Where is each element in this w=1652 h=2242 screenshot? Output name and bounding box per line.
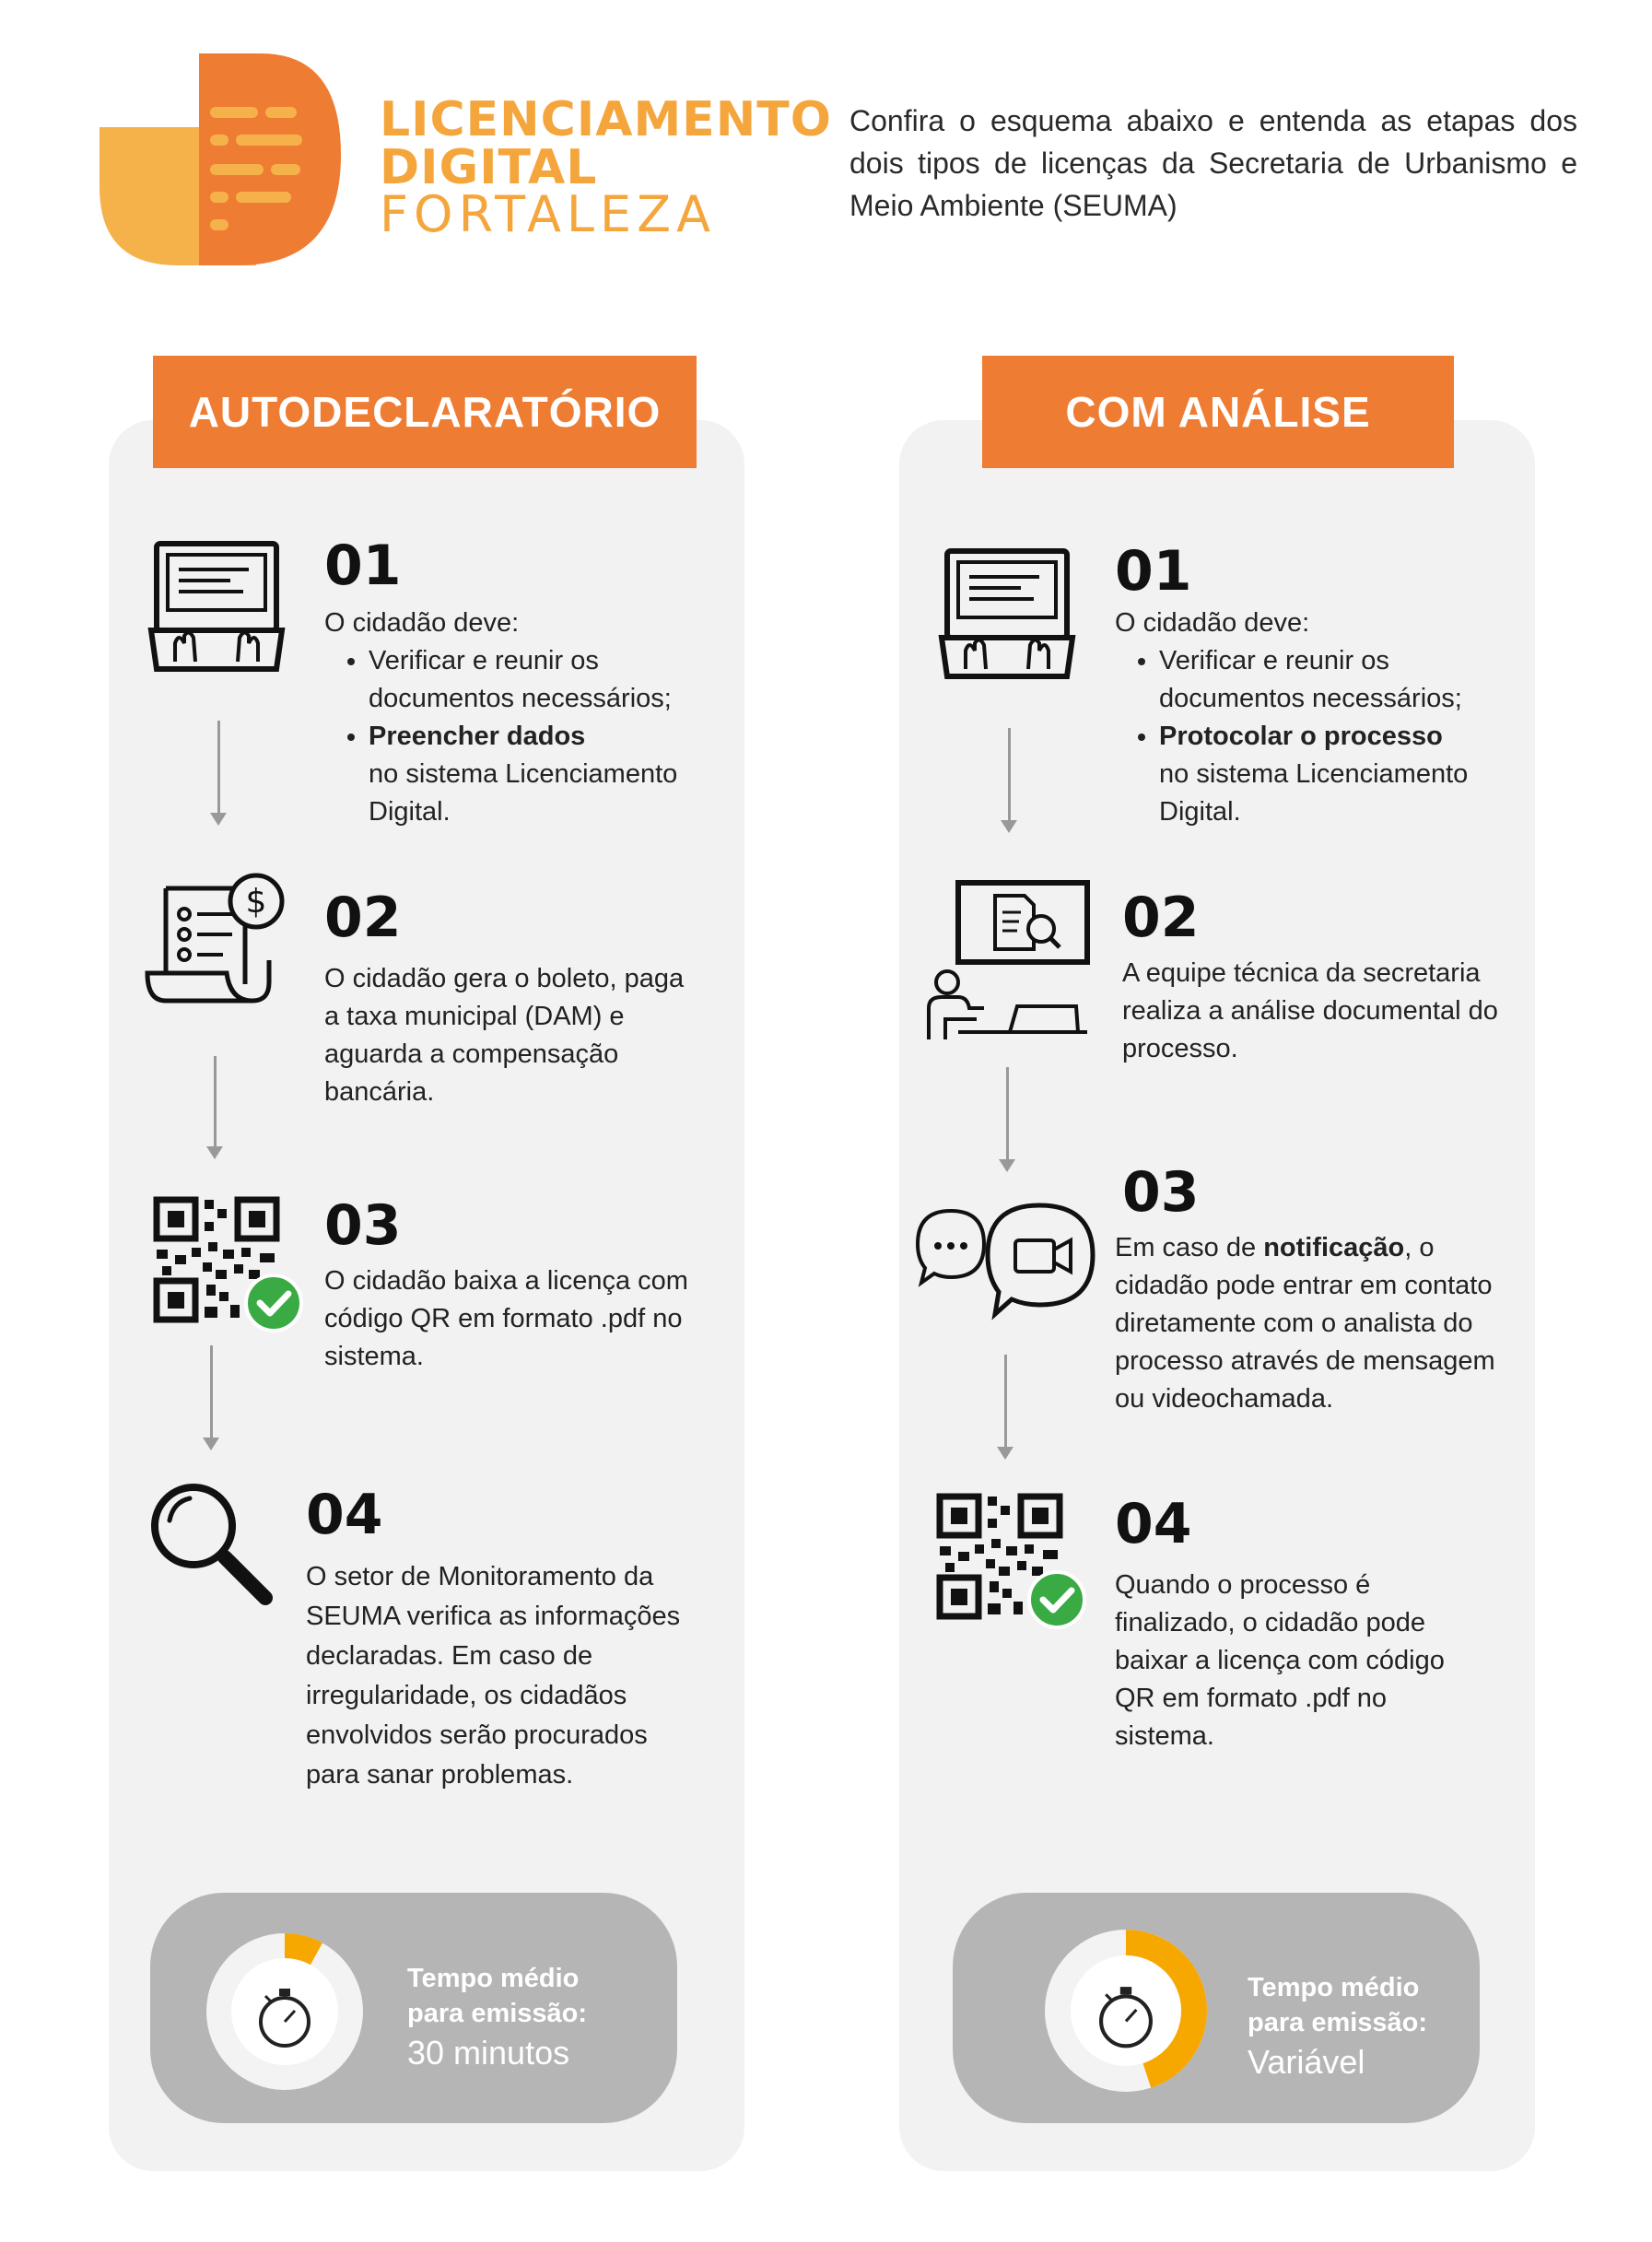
step-text: Quando o processo é finalizado, o cidadão pode baixar a licença com código QR em formato .pdf no sistema. <box>1115 1570 1445 1751</box>
magnifier-icon <box>147 1480 276 1611</box>
bill-payment-icon <box>144 872 287 1008</box>
step-bullet <box>1159 718 1520 831</box>
step-bullet: • Verificar e reunir os documentos necessários; <box>369 642 730 718</box>
analyst-computer-icon <box>921 879 1095 1045</box>
step-number: 01 <box>324 534 402 598</box>
step-text-pre: Em caso de <box>1115 1233 1264 1262</box>
step-bullet-bold: Preencher dados <box>369 722 586 751</box>
step-number: 03 <box>1122 1160 1200 1225</box>
step-number: 02 <box>1122 886 1200 950</box>
step-bullet-rest: no sistema Licenciamento Digital. <box>1159 759 1469 827</box>
step-bullet-bold: Protocolar o processo <box>1159 722 1443 751</box>
stopwatch-progress-icon <box>1045 1930 1207 2092</box>
step-bullet <box>369 718 730 831</box>
step-bullet: • Verificar e reunir os documentos necessários; <box>1159 642 1520 718</box>
step-text: O cidadão gera o boleto, paga a taxa municipal (DAM) e aguarda a compensação bancária. <box>324 964 685 1107</box>
step-text: O cidadão baixa a licença com código QR em formato .pdf no sistema. <box>324 1266 688 1371</box>
step-text: A equipe técnica da secretaria realiza a análise documental do processo. <box>1122 958 1498 1063</box>
step-number: 04 <box>306 1483 383 1547</box>
step-number: 02 <box>324 886 402 950</box>
logo-text-line2: DIGITAL <box>380 140 598 195</box>
time-label: Tempo médio para emissão: <box>407 1964 588 2028</box>
step-intro: O cidadão deve: <box>324 608 520 638</box>
laptop-typing-icon <box>147 540 286 676</box>
qr-code-check-icon <box>153 1196 306 1334</box>
stopwatch-progress-icon <box>206 1933 363 2090</box>
logo-text-line1: LICENCIAMENTO <box>380 92 832 147</box>
svg-text:$: $ <box>245 883 267 921</box>
step-number: 04 <box>1115 1492 1192 1556</box>
step-text: O setor de Monitoramento da SEUMA verifica as informações declaradas. Em caso de irregularidade, os cidadãos envolvidos serão procurados para sanar problemas. <box>306 1562 681 1790</box>
time-value: 30 minutos <box>407 2034 570 2072</box>
flow-arrow <box>1008 728 1011 829</box>
flow-arrow <box>217 721 220 822</box>
logo-icon <box>100 53 339 265</box>
step-text-post: , o cidadão pode entrar em contato diretamente com o analista do processo através de mensagem ou videochamada. <box>1115 1233 1495 1414</box>
intro-text: Confira o esquema abaixo e entenda as etapas dos dois tipos de licenças da Secretaria de Urbanismo e Meio Ambiente (SEUMA) <box>849 104 1577 222</box>
step-text <box>324 605 730 831</box>
step-number: 03 <box>324 1193 402 1258</box>
time-value: Variável <box>1248 2043 1365 2081</box>
step-intro: O cidadão deve: <box>1115 608 1310 638</box>
flow-arrow <box>1004 1355 1007 1456</box>
step-text <box>1115 1229 1520 1418</box>
title-autodeclaratorio: AUTODECLARATÓRIO <box>153 356 697 468</box>
step-number: 01 <box>1115 539 1192 604</box>
flow-arrow <box>210 1345 213 1447</box>
step-bullet-rest: no sistema Licenciamento Digital. <box>369 759 678 827</box>
qr-code-check-icon <box>936 1493 1089 1631</box>
flow-arrow <box>214 1056 217 1156</box>
step-text-bold: notificação <box>1263 1233 1405 1262</box>
laptop-typing-icon <box>938 547 1076 684</box>
step-text <box>1115 605 1520 831</box>
flow-arrow <box>1006 1067 1009 1168</box>
time-label: Tempo médio para emissão: <box>1248 1973 1428 2037</box>
logo-text-line3: FORTALEZA <box>380 185 717 243</box>
chat-video-call-icon <box>916 1203 1096 1320</box>
title-com-analise: COM ANÁLISE <box>982 356 1454 468</box>
